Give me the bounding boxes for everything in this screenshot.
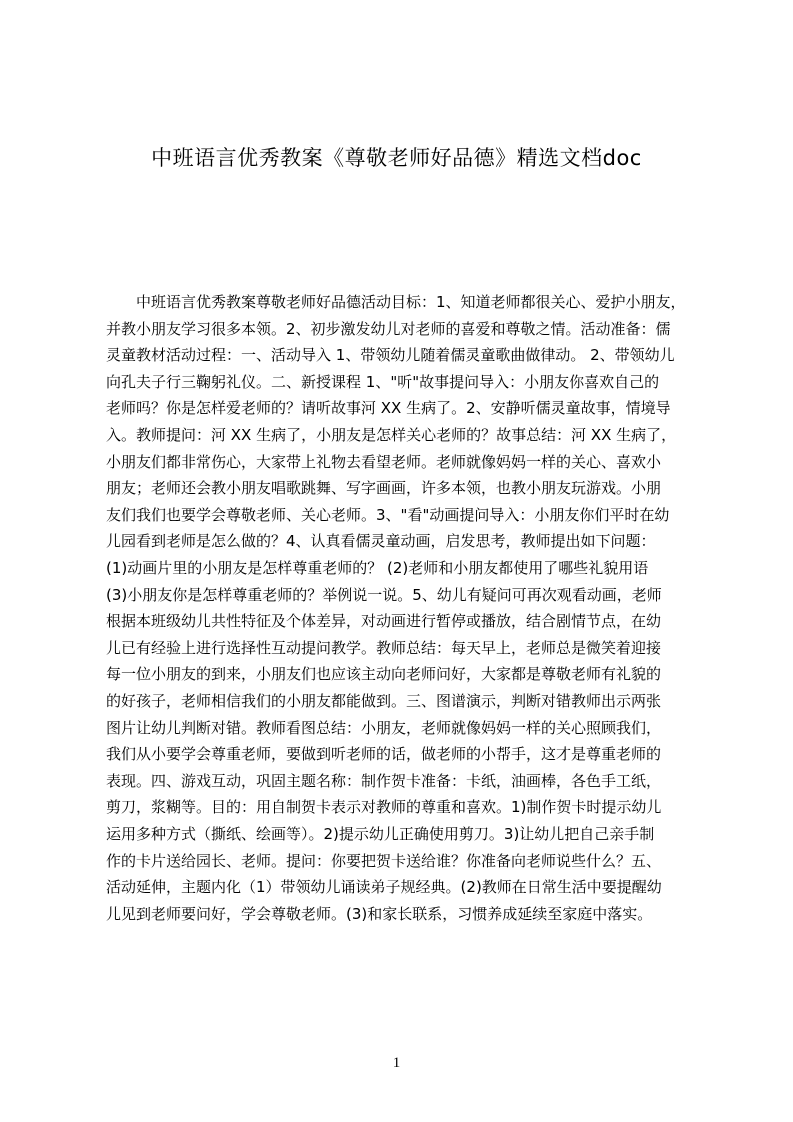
body-line: 我们从小要学会尊重老师，要做到听老师的话，做老师的小帮手，这才是尊重老师的 bbox=[106, 745, 662, 763]
body-line: 中班语言优秀教案尊敬老师好品德活动目标：1、知道老师都很关心、爱护小朋友， bbox=[106, 293, 686, 311]
body-line: 图片让幼儿判断对错。教师看图总结：小朋友，老师就像妈妈一样的关心照顾我们， bbox=[106, 719, 662, 737]
document-title: 中班语言优秀教案《尊敬老师好品德》精选文档doc bbox=[151, 146, 642, 170]
body-line: 朋友；老师还会教小朋友唱歌跳舞、写字画画，许多本领，也教小朋友玩游戏。小朋 bbox=[106, 479, 662, 497]
body-line: 入。教师提问：河 XX 生病了，小朋友是怎样关心老师的？故事总结：河 XX 生病了， bbox=[106, 426, 677, 444]
page-number: 1 bbox=[392, 1055, 401, 1071]
body-line: 作的卡片送给园长、老师。提问：你要把贺卡送给谁？你准备向老师说些什么？五、 bbox=[106, 852, 662, 870]
body-line: 向孔夫子行三鞠躬礼仪。二、新授课程 1、"听"故事提问导入：小朋友你喜欢自己的 bbox=[106, 373, 660, 391]
body-line: 表现。四、游戏互动，巩固主题名称：制作贺卡准备：卡纸，油画棒，各色手工纸， bbox=[106, 772, 662, 790]
body-line: 运用多种方式（撕纸、绘画等）。2)提示幼儿正确使用剪刀。3)让幼儿把自己亲手制 bbox=[106, 825, 655, 843]
body-line: 小朋友们都非常伤心，大家带上礼物去看望老师。老师就像妈妈一样的关心、喜欢小 bbox=[106, 453, 662, 471]
body-line: 儿已有经验上进行选择性互动提问教学。教师总结：每天早上，老师总是微笑着迎接 bbox=[106, 639, 662, 657]
body-line: 儿园看到老师是怎么做的？4、认真看儒灵童动画，启发思考，教师提出如下问题： bbox=[106, 532, 656, 550]
body-line: 儿见到老师要问好，学会尊敬老师。(3)和家长联系，习惯养成延续至家庭中落实。 bbox=[106, 905, 653, 923]
body-line: 并教小朋友学习很多本领。2、初步激发幼儿对老师的喜爱和尊敬之情。活动准备：儒 bbox=[106, 320, 671, 338]
body-line: (3)小朋友你是怎样尊重老师的？举例说一说。5、幼儿有疑问可再次观看动画，老师 bbox=[106, 586, 662, 604]
body-line: 友们我们也要学会尊敬老师、关心老师。3、"看"动画提问导入：小朋友你们平时在幼 bbox=[106, 506, 670, 524]
body-line: 剪刀，浆糊等。目的：用自制贺卡表示对教师的尊重和喜欢。1)制作贺卡时提示幼儿 bbox=[106, 798, 662, 816]
body-line: 老师吗？你是怎样爱老师的？请听故事河 XX 生病了。2、安静听儒灵童故事，情境导 bbox=[106, 399, 671, 417]
body-line: 灵童教材活动过程：一、活动导入 1、带领幼儿随着儒灵童歌曲做律动。 2、带领幼儿 bbox=[106, 346, 675, 364]
body-line: 根据本班级幼儿共性特征及个体差异，对动画进行暂停或播放，结合剧情节点，在幼 bbox=[106, 612, 662, 630]
body-line: 每一位小朋友的到来，小朋友们也应该主动向老师问好，大家都是尊敬老师有礼貌的 bbox=[106, 665, 662, 683]
body-line: 的好孩子，老师相信我们的小朋友都能做到。三、图谱演示，判断对错教师出示两张 bbox=[106, 692, 662, 710]
body-line: 活动延伸，主题内化（1）带领幼儿诵读弟子规经典。(2)教师在日常生活中要提醒幼 bbox=[106, 878, 662, 896]
body-line: (1)动画片里的小朋友是怎样尊重老师的？ (2)老师和小朋友都使用了哪些礼貌用语 bbox=[106, 559, 649, 577]
